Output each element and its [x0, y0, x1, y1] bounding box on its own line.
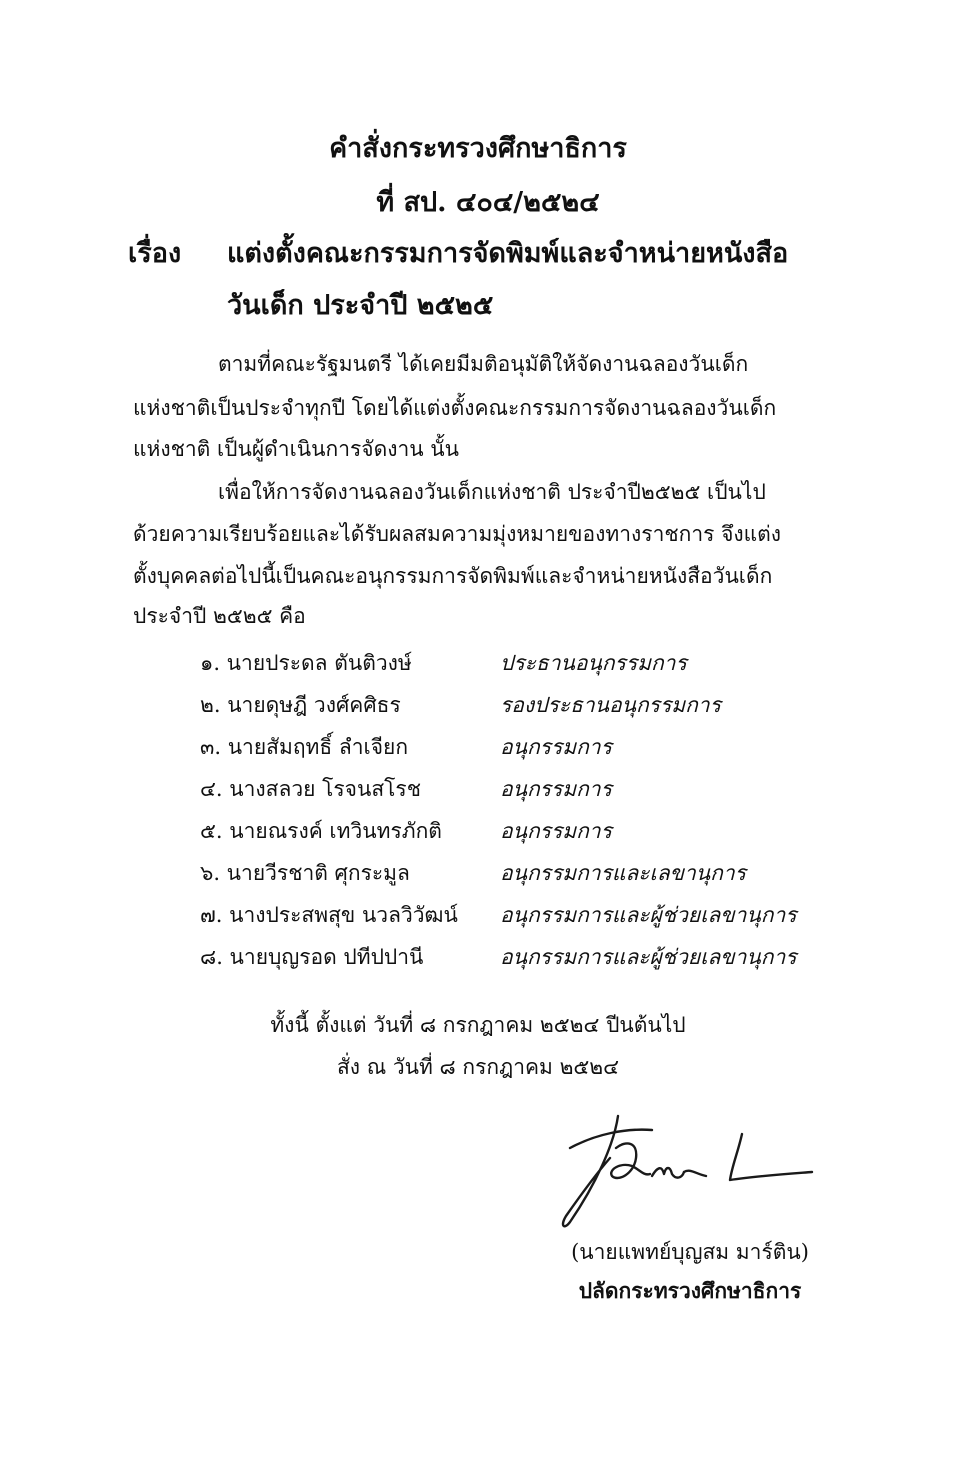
member-name: ๗. นางประสพสุข นวลวิวัฒน์	[200, 903, 458, 927]
member-name: ๕. นายณรงค์ เทวินทรภักติ	[200, 819, 442, 843]
order-date-line: สั่ง ณ วันที่ ๘ กรกฎาคม ๒๕๒๔	[336, 1055, 620, 1079]
member-name: ๒. นายดุษฎี วงศ์คศิธร	[200, 693, 401, 717]
paragraph-2-line-1: เพื่อให้การจัดงานฉลองวันเด็กแห่งชาติ ประจำปี๒๕๒๕ เป็นไป	[218, 480, 766, 504]
paragraph-2-line-4: ประจำปี ๒๕๒๕ คือ	[133, 604, 306, 628]
member-name: ๖. นายวีรชาติ ศุกระมูล	[200, 861, 410, 885]
signer-name: (นายแพทย์บุญสม มาร์ติน)	[571, 1240, 809, 1264]
member-name: ๔. นางสลวย โรจนสโรช	[200, 777, 421, 801]
paragraph-2-line-3: ตั้งบุคคลต่อไปนี้เป็นคณะอนุกรรมการจัดพิมพ์และจำหน่ายหนังสือวันเด็ก	[133, 564, 773, 588]
paragraph-1-line-3: แห่งชาติ เป็นผู้ดำเนินการจัดงาน นั้น	[133, 437, 459, 461]
document-title: คำสั่งกระทรวงศึกษาธิการ	[329, 133, 627, 164]
member-name: ๓. นายสัมฤทธิ์ ลำเจียก	[200, 735, 409, 759]
member-row	[0, 814, 956, 848]
member-name: ๘. นายบุญรอด ปทีปปานี	[200, 945, 424, 969]
paragraph-1-line-1: ตามที่คณะรัฐมนตรี ได้เคยมีมติอนุมัติให้จัดงานฉลองวันเด็ก	[218, 352, 749, 376]
member-role: อนุกรรมการ	[500, 735, 612, 759]
member-row	[0, 898, 956, 932]
member-row	[0, 646, 956, 680]
member-row	[0, 772, 956, 806]
member-row	[0, 688, 956, 722]
member-role: อนุกรรมการและเลขานุการ	[500, 861, 746, 885]
subject-line-2: วันเด็ก ประจำปี ๒๕๒๕	[227, 290, 494, 321]
member-row	[0, 856, 956, 890]
document-number: ที่ สป. ๔๐๔/๒๕๒๔	[376, 187, 600, 218]
effective-date-line: ทั้งนี้ ตั้งแต่ วันที่ ๘ กรกฎาคม ๒๕๒๔ ปีนต้นไป	[270, 1013, 686, 1037]
signer-title: ปลัดกระทรวงศึกษาธิการ	[578, 1278, 802, 1303]
member-role: อนุกรรมการและผู้ช่วยเลขานุการ	[500, 945, 797, 969]
handwritten-signature	[556, 1104, 816, 1234]
subject-label: เรื่อง	[128, 238, 182, 269]
paragraph-1-line-2: แห่งชาติเป็นประจำทุกปี โดยได้แต่งตั้งคณะกรรมการจัดงานฉลองวันเด็ก	[133, 396, 777, 420]
member-role: อนุกรรมการ	[500, 819, 612, 843]
member-role: รองประธานอนุกรรมการ	[500, 693, 721, 717]
member-name: ๑. นายประดล ตันติวงษ์	[200, 651, 412, 675]
subject-line-1: แต่งตั้งคณะกรรมการจัดพิมพ์และจำหน่ายหนังสือ	[227, 238, 789, 269]
member-row	[0, 730, 956, 764]
member-row	[0, 940, 956, 974]
member-role: อนุกรรมการ	[500, 777, 612, 801]
member-role: อนุกรรมการและผู้ช่วยเลขานุการ	[500, 903, 797, 927]
member-role: ประธานอนุกรรมการ	[500, 651, 687, 675]
paragraph-2-line-2: ด้วยความเรียบร้อยและได้รับผลสมความมุ่งหมายของทางราชการ จึงแต่ง	[133, 522, 782, 546]
